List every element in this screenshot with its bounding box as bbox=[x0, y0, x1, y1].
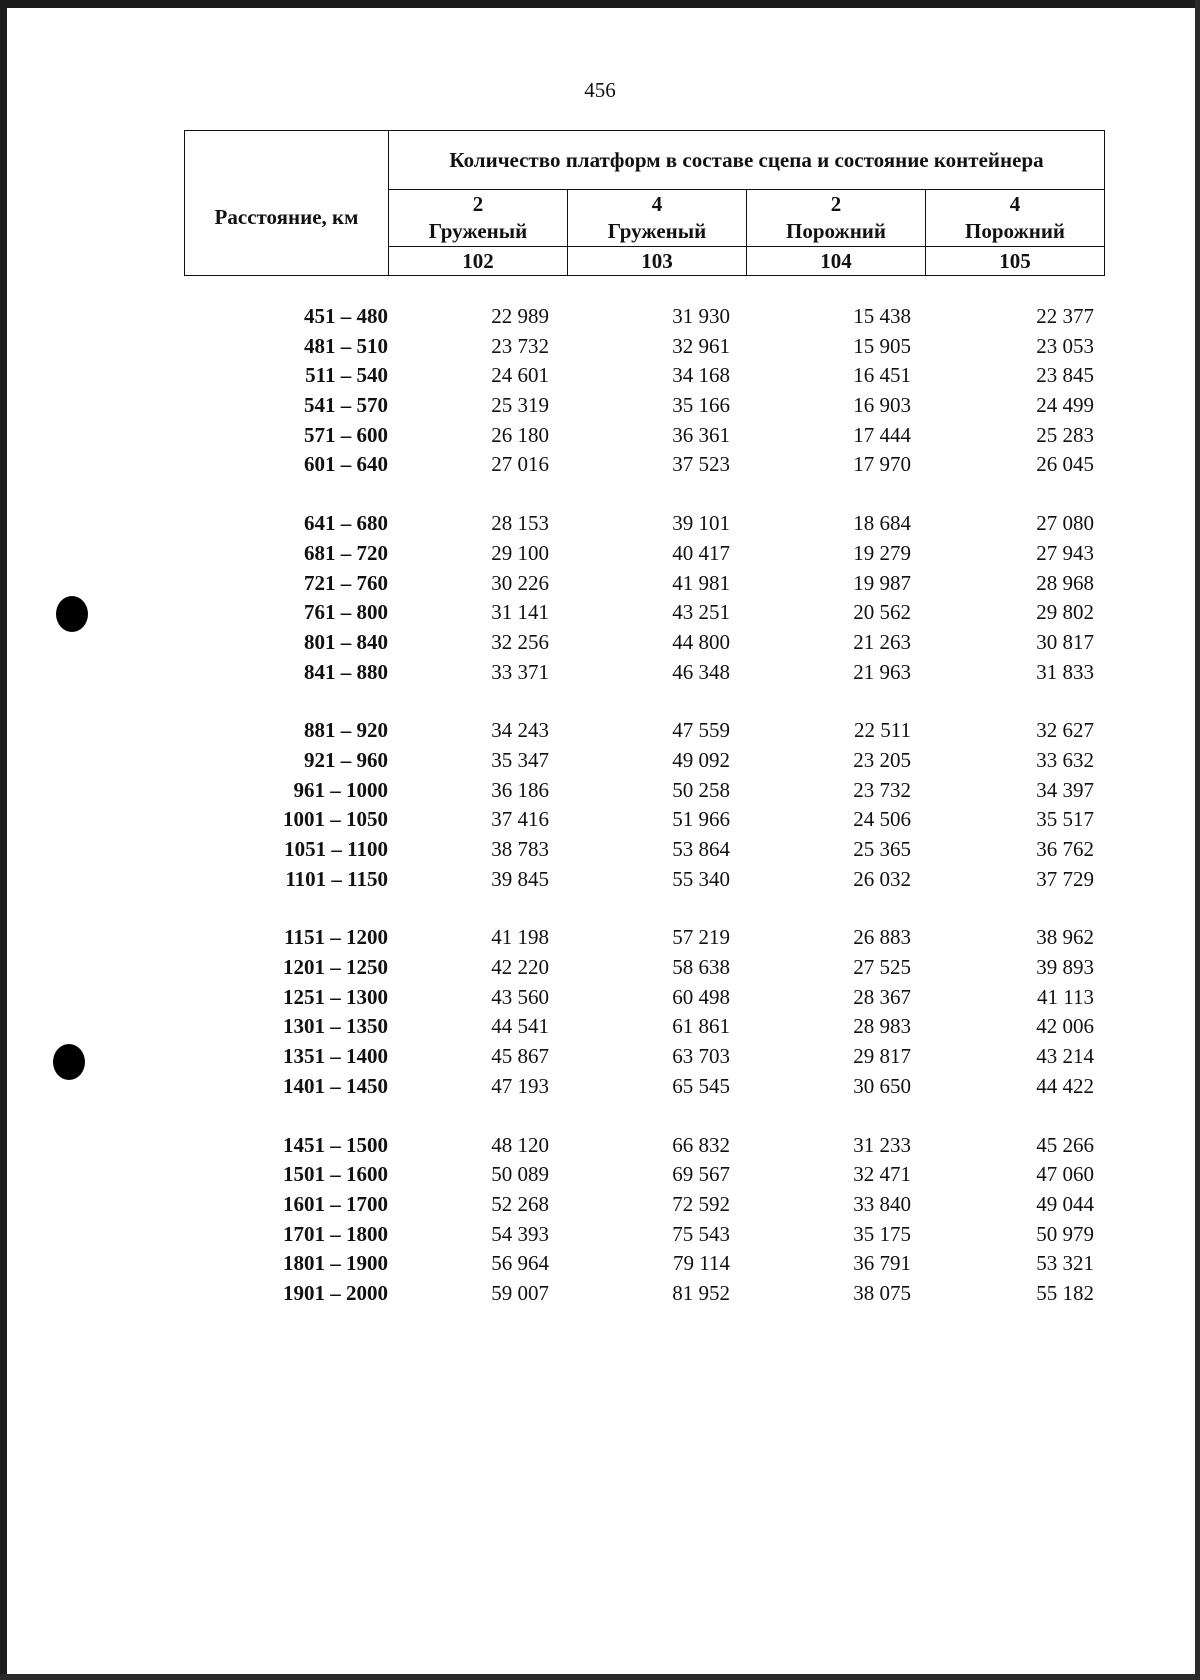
tariff-value: 43 251 bbox=[672, 600, 730, 625]
tariff-value: 16 451 bbox=[853, 363, 911, 388]
distance-range: 961 – 1000 bbox=[293, 777, 388, 802]
tariff-value: 24 499 bbox=[1036, 393, 1094, 418]
tariff-value: 19 987 bbox=[853, 570, 911, 595]
tariff-value: 39 845 bbox=[491, 866, 549, 891]
table-row bbox=[184, 746, 1104, 776]
distance-range: 1251 – 1300 bbox=[283, 984, 388, 1009]
tariff-value: 38 783 bbox=[491, 837, 549, 861]
tariff-value: 61 861 bbox=[672, 1014, 730, 1039]
column-header bbox=[926, 190, 1105, 247]
tariff-value: 47 060 bbox=[1036, 1162, 1094, 1187]
distance-range-cell bbox=[184, 1279, 388, 1309]
distance-range: 801 – 840 bbox=[304, 629, 388, 654]
row-group bbox=[184, 923, 1104, 1101]
table-row bbox=[184, 1279, 1104, 1309]
distance-range: 541 – 570 bbox=[304, 393, 388, 418]
distance-range-cell bbox=[184, 361, 388, 391]
tariff-value: 32 627 bbox=[1036, 718, 1094, 743]
distance-range-cell bbox=[184, 1249, 388, 1279]
tariff-value: 19 279 bbox=[853, 540, 911, 565]
distance-range: 481 – 510 bbox=[304, 333, 388, 358]
tariff-value: 27 943 bbox=[1036, 540, 1094, 565]
distance-range: 1151 – 1200 bbox=[284, 925, 388, 950]
table-row bbox=[184, 835, 1104, 865]
tariff-value: 34 168 bbox=[672, 363, 730, 388]
tariff-value: 33 632 bbox=[1036, 747, 1094, 772]
group-header: Количество платформ в составе сцепа и состояние контейнера bbox=[389, 131, 1105, 190]
table-row bbox=[184, 865, 1104, 895]
table-row bbox=[184, 1220, 1104, 1250]
distance-range-cell bbox=[184, 1072, 388, 1102]
distance-range: 1101 – 1150 bbox=[285, 866, 388, 891]
tariff-value: 47 193 bbox=[491, 1073, 549, 1098]
tariff-value: 81 952 bbox=[672, 1280, 730, 1305]
page-number: 456 bbox=[584, 78, 616, 102]
tariff-value: 23 205 bbox=[853, 747, 911, 772]
container-state: Груженый bbox=[607, 219, 707, 243]
tariff-value: 22 989 bbox=[491, 304, 549, 328]
tariff-value: 23 732 bbox=[491, 333, 549, 358]
tariff-value: 36 361 bbox=[672, 422, 730, 447]
distance-range: 1201 – 1250 bbox=[283, 955, 388, 980]
scan-edge-top bbox=[0, 0, 1200, 8]
row-group bbox=[184, 1131, 1104, 1309]
distance-range: 921 – 960 bbox=[304, 747, 388, 772]
tariff-value: 58 638 bbox=[672, 955, 730, 980]
tariff-value: 18 684 bbox=[853, 511, 911, 536]
table-row bbox=[184, 983, 1104, 1013]
distance-range: 841 – 880 bbox=[304, 659, 388, 684]
distance-range-cell bbox=[184, 658, 388, 688]
tariff-value: 30 817 bbox=[1036, 629, 1094, 654]
tariff-value: 43 214 bbox=[1036, 1044, 1094, 1069]
tariff-value: 15 905 bbox=[853, 333, 911, 358]
tariff-value: 35 517 bbox=[1036, 807, 1094, 832]
tariff-value: 69 567 bbox=[672, 1162, 730, 1187]
tariff-value: 26 180 bbox=[491, 422, 549, 447]
tariff-value: 33 840 bbox=[853, 1191, 911, 1216]
tariff-value: 26 045 bbox=[1036, 452, 1094, 477]
table-row bbox=[184, 1012, 1104, 1042]
tariff-value: 42 220 bbox=[491, 955, 549, 980]
distance-range-cell bbox=[184, 421, 388, 451]
distance-range: 761 – 800 bbox=[304, 600, 388, 625]
distance-range-cell bbox=[184, 1042, 388, 1072]
distance-range: 1451 – 1500 bbox=[283, 1132, 388, 1157]
distance-range-cell bbox=[184, 865, 388, 895]
tariff-value: 45 266 bbox=[1036, 1132, 1094, 1157]
tariff-value: 45 867 bbox=[491, 1044, 549, 1069]
tariff-value: 47 559 bbox=[672, 718, 730, 743]
tariff-value: 27 016 bbox=[491, 452, 549, 477]
distance-range-cell bbox=[184, 716, 388, 746]
tariff-value: 21 263 bbox=[853, 629, 911, 654]
distance-range: 1701 – 1800 bbox=[283, 1221, 388, 1246]
distance-range: 1351 – 1400 bbox=[283, 1044, 388, 1069]
tariff-value: 52 268 bbox=[491, 1191, 549, 1216]
distance-range-cell bbox=[184, 628, 388, 658]
tariff-value: 31 930 bbox=[672, 304, 730, 328]
platform-count: 2 bbox=[472, 192, 484, 216]
scan-edge-left bbox=[0, 0, 7, 1680]
table-row bbox=[184, 421, 1104, 451]
column-header bbox=[747, 190, 926, 247]
distance-range: 681 – 720 bbox=[304, 540, 388, 565]
tariff-value: 35 347 bbox=[491, 747, 549, 772]
tariff-value: 32 471 bbox=[853, 1162, 911, 1187]
scan-edge-right bbox=[1195, 0, 1200, 1680]
tariff-value: 41 981 bbox=[672, 570, 730, 595]
tariff-value: 15 438 bbox=[853, 304, 911, 328]
distance-range-cell bbox=[184, 1131, 388, 1161]
distance-range-cell bbox=[184, 805, 388, 835]
tariff-value: 23 732 bbox=[853, 777, 911, 802]
tariff-value: 44 422 bbox=[1036, 1073, 1094, 1098]
tariff-value: 29 817 bbox=[853, 1044, 911, 1069]
distance-range: 1001 – 1050 bbox=[283, 807, 388, 832]
distance-range-cell bbox=[184, 332, 388, 362]
tariff-value: 49 044 bbox=[1036, 1191, 1094, 1216]
tariff-value: 30 226 bbox=[491, 570, 549, 595]
distance-range: 1501 – 1600 bbox=[283, 1162, 388, 1187]
tariff-value: 48 120 bbox=[491, 1132, 549, 1157]
tariff-value: 20 562 bbox=[853, 600, 911, 625]
distance-range-cell bbox=[184, 598, 388, 628]
table-row bbox=[184, 539, 1104, 569]
distance-range: 1901 – 2000 bbox=[283, 1280, 388, 1305]
column-code: 104 bbox=[747, 247, 926, 276]
distance-range: 641 – 680 bbox=[304, 511, 388, 536]
distance-range: 1601 – 1700 bbox=[283, 1191, 388, 1216]
distance-range: 881 – 920 bbox=[304, 718, 388, 743]
tariff-value: 41 198 bbox=[491, 925, 549, 950]
table-row bbox=[184, 1131, 1104, 1161]
tariff-value: 29 100 bbox=[491, 540, 549, 565]
tariff-value: 49 092 bbox=[672, 747, 730, 772]
tariff-value: 63 703 bbox=[672, 1044, 730, 1069]
tariff-value: 57 219 bbox=[672, 925, 730, 950]
tariff-value: 50 258 bbox=[672, 777, 730, 802]
tariff-value: 25 283 bbox=[1036, 422, 1094, 447]
platform-count: 4 bbox=[1009, 192, 1021, 216]
distance-range: 721 – 760 bbox=[304, 570, 388, 595]
tariff-value: 56 964 bbox=[491, 1251, 549, 1276]
tariff-value: 22 377 bbox=[1036, 304, 1094, 328]
scan-edge-bottom bbox=[0, 1674, 1200, 1680]
tariff-value: 53 864 bbox=[672, 837, 730, 861]
tariff-value: 24 601 bbox=[491, 363, 549, 388]
table-row bbox=[184, 1160, 1104, 1190]
tariff-value: 37 416 bbox=[491, 807, 549, 832]
distance-range: 601 – 640 bbox=[304, 452, 388, 477]
container-state: Порожний bbox=[965, 219, 1066, 243]
distance-range-cell bbox=[184, 302, 388, 332]
platform-count: 2 bbox=[830, 192, 842, 216]
tariff-value: 31 141 bbox=[491, 600, 549, 625]
tariff-value: 33 371 bbox=[491, 659, 549, 684]
platform-count: 4 bbox=[651, 192, 663, 216]
tariff-value: 66 832 bbox=[672, 1132, 730, 1157]
distance-range-cell bbox=[184, 509, 388, 539]
distance-range-cell bbox=[184, 450, 388, 480]
tariff-value: 28 968 bbox=[1036, 570, 1094, 595]
table-row bbox=[184, 509, 1104, 539]
distance-range-cell bbox=[184, 1190, 388, 1220]
tariff-value: 59 007 bbox=[491, 1280, 549, 1305]
tariff-value: 36 186 bbox=[491, 777, 549, 802]
distance-range: 1801 – 1900 bbox=[283, 1251, 388, 1276]
tariff-value: 51 966 bbox=[672, 807, 730, 832]
table-row bbox=[184, 1072, 1104, 1102]
punch-hole-upper bbox=[56, 596, 88, 632]
tariff-value: 38 962 bbox=[1036, 925, 1094, 950]
column-code: 105 bbox=[926, 247, 1105, 276]
table-row bbox=[184, 450, 1104, 480]
row-group bbox=[184, 716, 1104, 894]
tariff-value: 25 319 bbox=[491, 393, 549, 418]
table-row bbox=[184, 776, 1104, 806]
distance-range: 1051 – 1100 bbox=[284, 837, 388, 861]
tariff-value: 50 089 bbox=[491, 1162, 549, 1187]
tariff-value: 53 321 bbox=[1036, 1251, 1094, 1276]
table-row bbox=[184, 628, 1104, 658]
distance-range: 1401 – 1450 bbox=[283, 1073, 388, 1098]
tariff-value: 28 367 bbox=[853, 984, 911, 1009]
tariff-value: 32 961 bbox=[672, 333, 730, 358]
container-state: Груженый bbox=[428, 219, 528, 243]
tariff-value: 38 075 bbox=[853, 1280, 911, 1305]
distance-range: 571 – 600 bbox=[304, 422, 388, 447]
tariff-value: 60 498 bbox=[672, 984, 730, 1009]
tariff-value: 31 833 bbox=[1036, 659, 1094, 684]
tariff-value: 27 525 bbox=[853, 955, 911, 980]
table-row bbox=[184, 1190, 1104, 1220]
distance-range-cell bbox=[184, 776, 388, 806]
tariff-value: 44 800 bbox=[672, 629, 730, 654]
column-header bbox=[568, 190, 747, 247]
tariff-value: 50 979 bbox=[1036, 1221, 1094, 1246]
tariff-value: 27 080 bbox=[1036, 511, 1094, 536]
container-state: Порожний bbox=[785, 219, 887, 243]
tariff-value: 22 511 bbox=[854, 718, 911, 743]
tariff-value: 30 650 bbox=[853, 1073, 911, 1098]
tariff-value: 26 883 bbox=[853, 925, 911, 950]
tariff-value: 32 256 bbox=[491, 629, 549, 654]
tariff-value: 43 560 bbox=[491, 984, 549, 1009]
tariff-value: 28 153 bbox=[491, 511, 549, 536]
distance-range-cell bbox=[184, 391, 388, 421]
column-code: 103 bbox=[568, 247, 747, 276]
tariff-value: 26 032 bbox=[853, 866, 911, 891]
tariff-value: 16 903 bbox=[853, 393, 911, 418]
table-row bbox=[184, 361, 1104, 391]
distance-range-cell bbox=[184, 835, 388, 865]
table-row bbox=[184, 1249, 1104, 1279]
distance-range: 511 – 540 bbox=[305, 363, 388, 388]
row-group bbox=[184, 509, 1104, 687]
distance-range-cell bbox=[184, 1160, 388, 1190]
distance-header: Расстояние, км bbox=[185, 131, 389, 276]
table-row bbox=[184, 569, 1104, 599]
table-row bbox=[184, 805, 1104, 835]
tariff-value: 23 053 bbox=[1036, 333, 1094, 358]
tariff-value: 55 340 bbox=[672, 866, 730, 891]
tariff-value: 35 175 bbox=[853, 1221, 911, 1246]
tariff-value: 21 963 bbox=[853, 659, 911, 684]
tariff-value: 37 729 bbox=[1036, 866, 1094, 891]
distance-range-cell bbox=[184, 953, 388, 983]
table-row bbox=[184, 716, 1104, 746]
tariff-value: 17 970 bbox=[853, 452, 911, 477]
tariff-value: 24 506 bbox=[853, 807, 911, 832]
table-row bbox=[184, 302, 1104, 332]
tariff-value: 36 762 bbox=[1036, 837, 1094, 861]
table-row bbox=[184, 332, 1104, 362]
tariff-value: 34 397 bbox=[1036, 777, 1094, 802]
distance-range: 451 – 480 bbox=[304, 304, 388, 328]
distance-range-cell bbox=[184, 923, 388, 953]
distance-range: 1301 – 1350 bbox=[283, 1014, 388, 1039]
tariff-value: 39 101 bbox=[672, 511, 730, 536]
punch-hole-lower bbox=[53, 1044, 85, 1080]
tariff-value: 37 523 bbox=[672, 452, 730, 477]
row-group bbox=[184, 302, 1104, 480]
tariff-value: 75 543 bbox=[672, 1221, 730, 1246]
table-header bbox=[184, 130, 1105, 276]
distance-range-cell bbox=[184, 569, 388, 599]
table-row bbox=[184, 953, 1104, 983]
distance-range-cell bbox=[184, 1012, 388, 1042]
column-header bbox=[389, 190, 568, 247]
tariff-value: 54 393 bbox=[491, 1221, 549, 1246]
tariff-value: 65 545 bbox=[672, 1073, 730, 1098]
tariff-value: 39 893 bbox=[1036, 955, 1094, 980]
distance-range-cell bbox=[184, 983, 388, 1013]
table-row bbox=[184, 658, 1104, 688]
tariff-value: 17 444 bbox=[853, 422, 911, 447]
column-code: 102 bbox=[389, 247, 568, 276]
distance-range-cell bbox=[184, 539, 388, 569]
tariff-value: 35 166 bbox=[672, 393, 730, 418]
tariff-value: 79 114 bbox=[673, 1251, 730, 1276]
tariff-value: 44 541 bbox=[491, 1014, 549, 1039]
tariff-value: 40 417 bbox=[672, 540, 730, 565]
tariff-value: 23 845 bbox=[1036, 363, 1094, 388]
distance-range-cell bbox=[184, 1220, 388, 1250]
tariff-value: 72 592 bbox=[672, 1191, 730, 1216]
table-row bbox=[184, 923, 1104, 953]
tariff-value: 29 802 bbox=[1036, 600, 1094, 625]
table-row bbox=[184, 1042, 1104, 1072]
tariff-value: 31 233 bbox=[853, 1132, 911, 1157]
tariff-value: 42 006 bbox=[1036, 1014, 1094, 1039]
table-row bbox=[184, 598, 1104, 628]
tariff-value: 36 791 bbox=[853, 1251, 911, 1276]
tariff-value: 41 113 bbox=[1037, 984, 1094, 1009]
tariff-value: 25 365 bbox=[853, 837, 911, 861]
tariff-value: 28 983 bbox=[853, 1014, 911, 1039]
table-row bbox=[184, 391, 1104, 421]
table-body bbox=[184, 302, 1104, 1338]
tariff-value: 46 348 bbox=[672, 659, 730, 684]
distance-range-cell bbox=[184, 746, 388, 776]
tariff-value: 34 243 bbox=[491, 718, 549, 743]
tariff-value: 55 182 bbox=[1036, 1280, 1094, 1305]
